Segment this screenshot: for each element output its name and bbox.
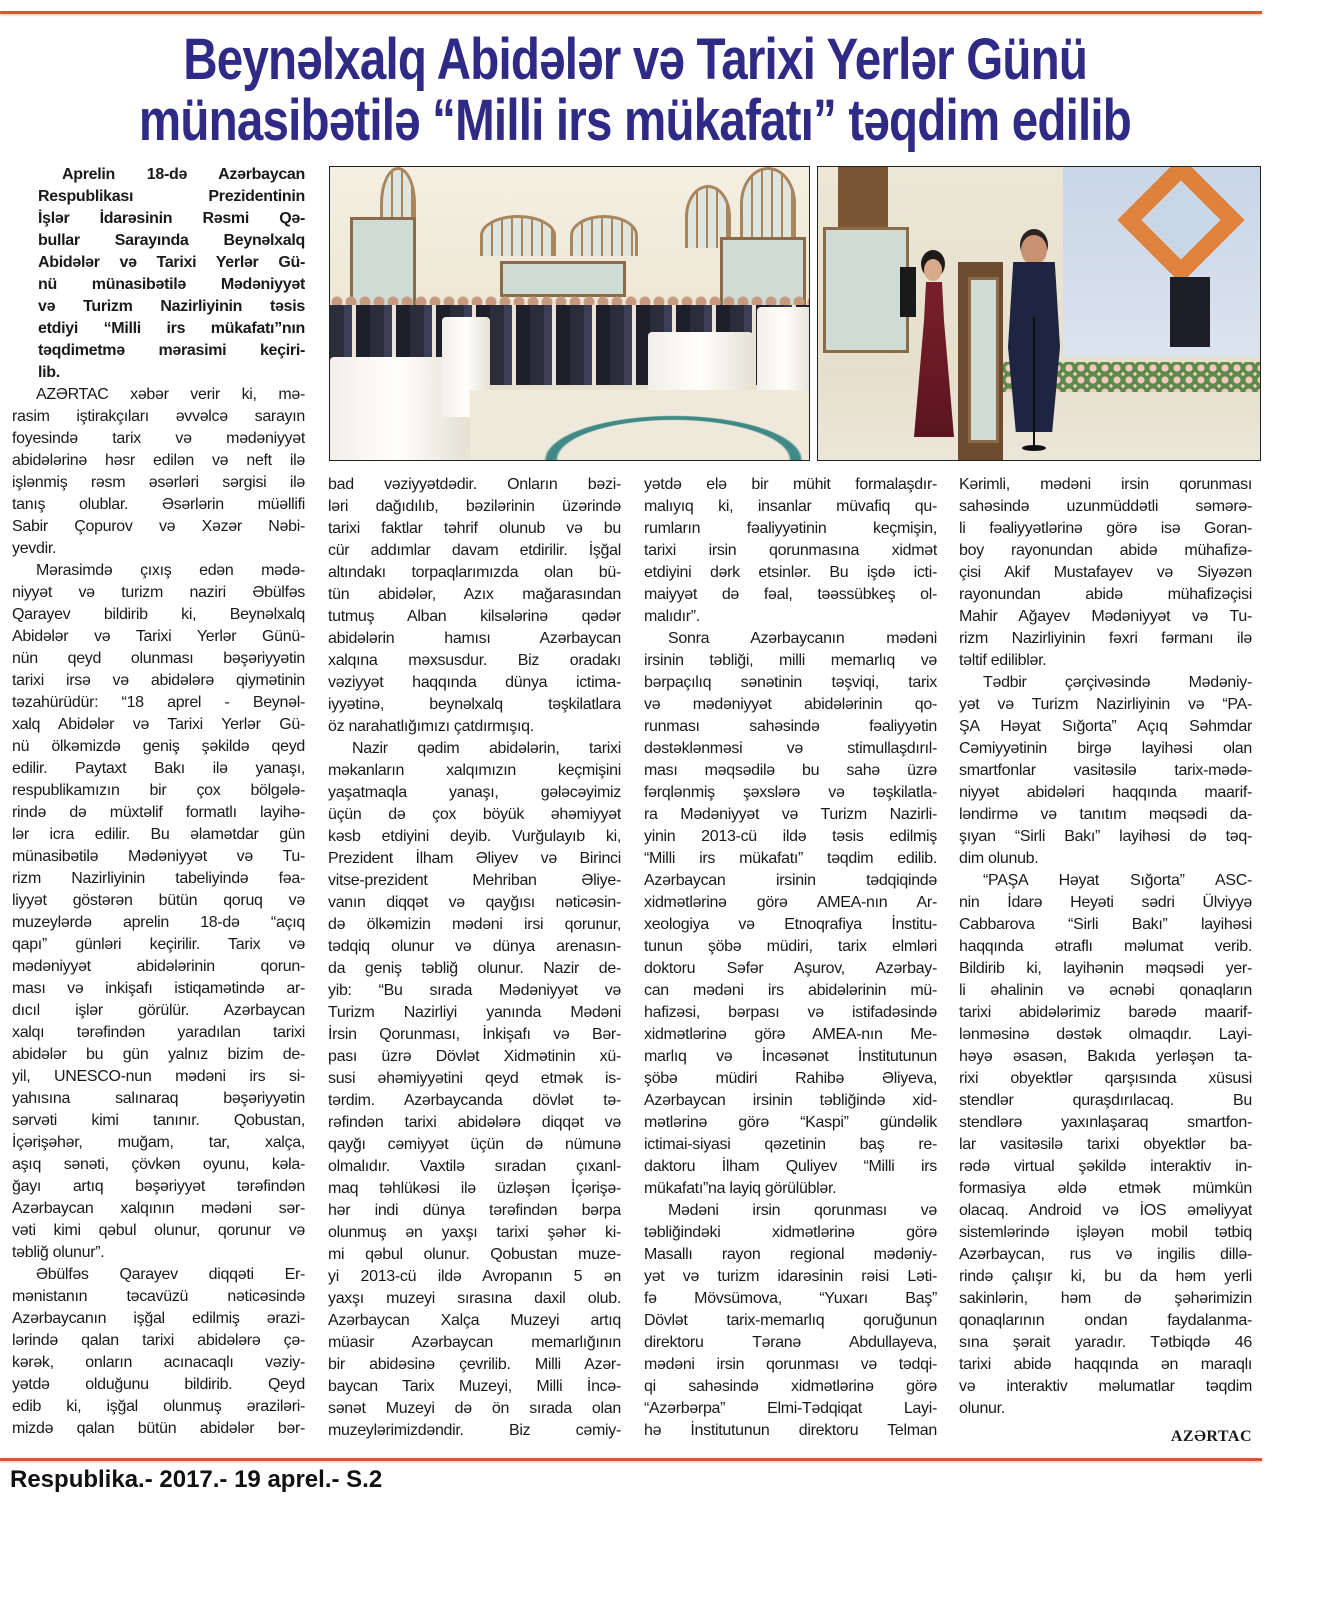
text-line: pası üzrə Dövlət Xidmətinin xü- bbox=[328, 1048, 621, 1065]
text-line: həyə əsasən, Bakıda yerləşən ta- bbox=[959, 1048, 1252, 1065]
text-line: Azərbaycan irsinin tədqiqində bbox=[644, 872, 937, 889]
text-line: qi sahəsində xidmətlərinə görə bbox=[644, 1378, 937, 1395]
text-line: Azərbaycan Xalça Muzeyi artıq bbox=[328, 1312, 621, 1329]
text-line: niyyət abidələri haqqında maarif- bbox=[959, 784, 1252, 801]
text-line: və mədəniyyət abidələrinin qo- bbox=[644, 696, 937, 713]
paragraph bbox=[12, 560, 305, 1264]
paragraph bbox=[644, 474, 937, 628]
text-line: İçərişəhər, muğam, tar, xalça, bbox=[12, 1134, 305, 1151]
paragraph bbox=[12, 384, 305, 560]
presenter-woman bbox=[924, 259, 942, 281]
text-line: olunur. bbox=[959, 1400, 1005, 1417]
text-line: İrsin Qorunması, İnkişafı və Bər- bbox=[328, 1026, 621, 1043]
microphone-base bbox=[1022, 445, 1046, 451]
text-line: marlıq və İncəsənət İnstitutunun bbox=[644, 1048, 937, 1065]
text-line: tanış olublar. Əsərlərin müəllifi bbox=[12, 496, 305, 513]
text-line: abidələrin hamısı Azərbaycan bbox=[328, 630, 621, 647]
text-line: Abidələr və Tarixi Yerlər Günü- bbox=[12, 628, 305, 645]
text-line: olmalıdır. Vaxtilə sıradan çıxanl- bbox=[328, 1158, 621, 1175]
text-line: tarixi abidələrimiz barədə maarif- bbox=[959, 1004, 1252, 1021]
text-line: nü ölkəmizdə geniş şəkildə qeyd bbox=[12, 738, 305, 755]
text-line: fərqlənmiş şəxslərə və təşkilatla- bbox=[644, 784, 937, 801]
text-line: dıcıl işlər görülür. Azərbaycan bbox=[12, 1002, 305, 1019]
text-line: Cəmiyyətinin birgə layihəsi olan bbox=[959, 740, 1252, 757]
text-line: yətdə elə bir mühit formalaşdır- bbox=[644, 476, 937, 493]
text-line: baycan Tarix Muzeyi, Milli İncə- bbox=[328, 1378, 621, 1395]
text-line: runması sahəsində fəaliyyətin bbox=[644, 718, 937, 735]
lead-line: etdiyi “Milli irs mükafatı”nın bbox=[38, 320, 305, 337]
text-line: kərək, onların acınacaqlı vəziy- bbox=[12, 1354, 305, 1371]
text-line: yətdə olduğunu bildirib. Qeyd bbox=[12, 1376, 305, 1393]
window bbox=[500, 261, 626, 297]
text-line: ŞA Həyat Sığorta” Açıq Səhmdar bbox=[959, 718, 1252, 735]
lead-line: təqdimetmə mərasimi keçiri- bbox=[38, 342, 305, 359]
text-line: Prezident İlham Əliyev və Birinci bbox=[328, 850, 621, 867]
text-line: kəsb etdiyini deyib. Vurğulayıb ki, bbox=[328, 828, 621, 845]
paragraph bbox=[328, 738, 621, 1442]
text-line: doktoru Səfər Aşurov, Azərbay- bbox=[644, 960, 937, 977]
text-line: stendlərə yaxınlaşaraq smartfon- bbox=[959, 1114, 1252, 1131]
text-line: ləndirmə və tanıtım məqsədi da- bbox=[959, 806, 1252, 823]
text-line: təltif ediliblər. bbox=[959, 652, 1047, 669]
text-line: tarixi irsə və abidələrə qiymətinin bbox=[12, 672, 305, 689]
text-line: rində çalışır ki, bu da həm yerli bbox=[959, 1268, 1252, 1285]
wall-panel bbox=[838, 167, 888, 227]
text-line: yil, UNESCO-nun mədəni irs si- bbox=[12, 1068, 305, 1085]
text-line: olacaq. Android və İOS əməliyyat bbox=[959, 1202, 1252, 1219]
text-line: mənistanın təcavüzü nəticəsində bbox=[12, 1288, 305, 1305]
text-line: bir abidəsinə çevrilib. Milli Azər- bbox=[328, 1356, 621, 1373]
text-line: edib ki, işğal olunmuş əraziləri- bbox=[12, 1398, 305, 1415]
text-line: mədəniyyət abidələrinin qorun- bbox=[12, 958, 305, 975]
photo-ceremony-audience bbox=[329, 166, 810, 461]
text-line: Dövlət tarix-memarlıq qoruğunun bbox=[644, 1312, 937, 1329]
text-line: irsinin təbliği, milli memarlıq və bbox=[644, 652, 937, 669]
text-line: rizm Nazirliyinin tabeliyində fəa- bbox=[12, 870, 305, 887]
text-line: fə Mövsümova, “Yuxarı Baş” bbox=[644, 1290, 937, 1307]
lead-line: bullar Sarayında Beynəlxalq bbox=[38, 232, 305, 249]
text-line: abidələr bu gün yalnız bizim de- bbox=[12, 1046, 305, 1063]
text-line: münasibətilə Mədəniyyət və Tu- bbox=[12, 848, 305, 865]
text-line: “Milli irs mükafatı” təqdim edilib. bbox=[644, 850, 937, 867]
text-line: xalqına məxsusdur. Biz oradakı bbox=[328, 652, 621, 669]
text-line: dəstəklənməsi və stimullaşdırıl- bbox=[644, 740, 937, 757]
text-line: tarixi abidə haqqında ən maraqlı bbox=[959, 1356, 1252, 1373]
text-line: Əbülfəs Qarayev diqqəti Er- bbox=[36, 1266, 305, 1283]
speaker bbox=[900, 267, 916, 317]
text-line: yət və turizm idarəsinin rəisi Ləti- bbox=[644, 1268, 937, 1285]
microphone-stand bbox=[1033, 317, 1035, 447]
text-line: qayğı cəmiyyət üçün də nümunə bbox=[328, 1136, 621, 1153]
text-line: yaşatmaqla yanaşı, gələcəyimiz bbox=[328, 784, 621, 801]
text-line: təbliğ olunur”. bbox=[12, 1244, 105, 1261]
text-line: mətlərinə görə “Kaspi” gündəlik bbox=[644, 1114, 937, 1131]
text-line: məkanların xalqımızın keçmişini bbox=[328, 762, 621, 779]
text-line: olunmuş ən yaxşı tarixi şəhər ki- bbox=[328, 1224, 621, 1241]
text-line: xeologiya və Etnoqrafiya İnstitu- bbox=[644, 916, 937, 933]
door-glass bbox=[968, 277, 999, 443]
text-line: malıyıq ki, insanlar müvafiq qu- bbox=[644, 498, 937, 515]
bottom-rule bbox=[0, 1458, 1262, 1461]
text-line: tarixi irsin qorunmasına xidmət bbox=[644, 542, 937, 559]
text-line: nün qeyd olunması bəşəriyyətin bbox=[12, 650, 305, 667]
headline-line-1: Beynəlxalq Abidələr və Tarixi Yerlər Günü bbox=[183, 27, 1087, 92]
text-line: dim olunub. bbox=[959, 850, 1039, 867]
text-line: aşıq sənəti, çövkən oyunu, kəla- bbox=[12, 1156, 305, 1173]
text-line: rayonundan abidə mühafizəçisi bbox=[959, 586, 1252, 603]
text-line: yib: “Bu sırada Mədəniyyət və bbox=[328, 982, 621, 999]
text-line: ləri dağıdılıb, bəzilərinin üzərində bbox=[328, 498, 621, 515]
text-line: sakinlərin, həm də şəhərimizin bbox=[959, 1290, 1252, 1307]
article-column-3 bbox=[644, 474, 937, 1442]
text-line: xidmətlərinə görə AMEA-nın Ar- bbox=[644, 894, 937, 911]
text-line: daktoru İlham Quliyev “Milli irs bbox=[644, 1158, 937, 1175]
arched-window bbox=[740, 167, 796, 240]
text-line: təzahürüdür: “18 aprel - Beynəl- bbox=[12, 694, 305, 711]
text-line: smartfonlar vasitəsilə tarix-mədə- bbox=[959, 762, 1252, 779]
text-line: Mahir Ağayev Mədəniyyət və Tu- bbox=[959, 608, 1252, 625]
text-line: tün abidələr, Azıx mağarasından bbox=[328, 586, 621, 603]
text-line: xidmətlərinə görə AMEA-nın Me- bbox=[644, 1026, 937, 1043]
text-line: Sonra Azərbaycanın mədəni bbox=[668, 630, 937, 647]
text-line: tutmuş Alban kilsələrinə qədər bbox=[328, 608, 621, 625]
text-line: sistemlərində işləyən mobil tətbiq bbox=[959, 1224, 1252, 1241]
text-line: vitse-prezident Mehriban Əliye- bbox=[328, 872, 621, 889]
text-line: xalq Abidələr və Tarixi Yerlər Gü- bbox=[12, 716, 305, 733]
lead-line: nü münasibətilə Mədəniyyət bbox=[38, 276, 305, 293]
text-line: vanın diqqət və qayğısı nəticəsin- bbox=[328, 894, 621, 911]
text-line: iyyətinə, beynəlxalq təşkilatlara bbox=[328, 696, 621, 713]
lead-line: lib. bbox=[38, 364, 60, 381]
text-line: şöbə müdiri Rahibə Əliyeva, bbox=[644, 1070, 937, 1087]
text-line: tarixi faktlar təhrif olunub və bu bbox=[328, 520, 621, 537]
text-line: mizdə qalan bütün abidələr bər- bbox=[12, 1420, 305, 1437]
text-line: malıdır”. bbox=[644, 608, 700, 625]
text-line: Azərbaycanın işğal edilmiş ərazi- bbox=[12, 1310, 305, 1327]
text-line: muzeylərdə aprelin 18-də “açıq bbox=[12, 914, 305, 931]
photo-minister-speech bbox=[817, 166, 1261, 461]
text-line: can mədəni irs abidələrinin mü- bbox=[644, 982, 937, 999]
text-line: tunun şöbə müdiri, tarix elmləri bbox=[644, 938, 937, 955]
text-line: qonaqlarının ondan faydalanma- bbox=[959, 1312, 1252, 1329]
text-line: yinin 2013-cü ildə təsis edilmiş bbox=[644, 828, 937, 845]
text-line: rəfindən tarixi abidələrə diqqət və bbox=[328, 1114, 621, 1131]
text-line: bərpaçılıq sənətinin təşviqi, tarix bbox=[644, 674, 937, 691]
text-line: hafizəsi, bərpası və istifadəsində bbox=[644, 1004, 937, 1021]
text-line: işlənmiş rəsm əsərləri sərgisi ilə bbox=[12, 474, 305, 491]
text-line: nin İdarə Heyəti sədri Ülviyyə bbox=[959, 894, 1252, 911]
text-line: etdiyini dərk etsinlər. Bu işdə icti- bbox=[644, 564, 937, 581]
text-line: Nazir qədim abidələrin, tarixi bbox=[352, 740, 621, 757]
text-line: yahısına salınaraq bəşəriyyətin bbox=[12, 1090, 305, 1107]
text-line: öz narahatlığımızı çatdırmışıq. bbox=[328, 718, 534, 735]
text-line: “PAŞA Həyat Sığorta” ASC- bbox=[983, 872, 1252, 889]
text-line: li fəaliyyətlərinə görə isə Goran- bbox=[959, 520, 1252, 537]
paragraph bbox=[959, 870, 1252, 1420]
text-line: da geniş təbliğ olunur. Nazir de- bbox=[328, 960, 621, 977]
text-line: mədəni irsin qorunması və tədqi- bbox=[644, 1356, 937, 1373]
patterned-floor bbox=[470, 390, 809, 460]
text-line: stendlər quraşdırılacaq. Bu bbox=[959, 1092, 1252, 1109]
text-line: də ölkəmizin mədəni irsi qorunur, bbox=[328, 916, 621, 933]
text-line: maiyyət də fəal, təəssübkeş ol- bbox=[644, 586, 937, 603]
text-line: rədə virtual şəkildə interaktiv in- bbox=[959, 1158, 1252, 1175]
lead-line: Abidələr və Tarixi Yerlər Gü- bbox=[38, 254, 305, 271]
lead-line: və Turizm Nazirliyinin təsis bbox=[38, 298, 305, 315]
text-line: lar vasitəsilə tarixi obyektlər ba- bbox=[959, 1136, 1252, 1153]
agency-signature: AZƏRTAC bbox=[1170, 1428, 1252, 1445]
text-line: müasir Azərbaycan memarlığının bbox=[328, 1334, 621, 1351]
text-line: rumların fəaliyyətinin keçmişin, bbox=[644, 520, 937, 537]
text-line: haqqında ətraflı məlumat verib. bbox=[959, 938, 1252, 955]
text-line: respublikamızın bir çox bölgələ- bbox=[12, 782, 305, 799]
text-line: sənət Muzeyi də ön sırada olan bbox=[328, 1400, 621, 1417]
text-line: Azərbaycan irsinin təbliğində xid- bbox=[644, 1092, 937, 1109]
paragraph bbox=[959, 474, 1252, 672]
text-line: mi qəbul olunur. Qobustan muze- bbox=[328, 1246, 621, 1263]
text-line: rasim iştirakçıları əvvəlcə sarayın bbox=[12, 408, 305, 425]
text-line: ması və inkişafı istiqamətində ar- bbox=[12, 980, 305, 997]
text-line: ması məqsədilə bu sahə üzrə bbox=[644, 762, 937, 779]
text-line: yət və Turizm Nazirliyinin və “PA- bbox=[959, 696, 1252, 713]
text-line: tərdim. Azərbaycanda dövlət tə- bbox=[328, 1092, 621, 1109]
top-rule bbox=[0, 11, 1262, 14]
article-column-4 bbox=[959, 474, 1252, 1448]
text-line: lənməsinə dəstək olmaqdır. Layi- bbox=[959, 1026, 1252, 1043]
arched-window bbox=[480, 215, 556, 256]
paragraph bbox=[12, 1264, 305, 1440]
text-line: rizm Nazirliyinin fəxri fərmanı ilə bbox=[959, 630, 1252, 647]
text-line: direktoru Təranə Abdullayeva, bbox=[644, 1334, 937, 1351]
text-line: Qarayev bildirib ki, Beynəlxalq bbox=[12, 606, 305, 623]
text-line: li əhalinin və əcnəbi qonaqların bbox=[959, 982, 1252, 999]
source-citation: Respublika.- 2017.- 19 aprel.- S.2 bbox=[10, 1466, 383, 1493]
lead-line: Aprelin 18-də Azərbaycan bbox=[62, 166, 305, 183]
text-line: yaxşı muzeyi sırasına daxil olub. bbox=[328, 1290, 621, 1307]
text-line: AZƏRTAC xəbər verir ki, mə- bbox=[36, 386, 305, 403]
award-plaque bbox=[1170, 277, 1210, 347]
text-line: sahəsində uzunmüddətli səmərə- bbox=[959, 498, 1252, 515]
text-line: mükafatı”na layiq görülüblər. bbox=[644, 1180, 837, 1197]
text-line: hə İnstitutunun direktoru Telman bbox=[644, 1422, 937, 1439]
text-line: Sabir Çopurov və Xəzər Nəbi- bbox=[12, 518, 305, 535]
paragraph bbox=[328, 474, 621, 738]
text-line: hər indi dünya tərəfindən bərpa bbox=[328, 1202, 621, 1219]
text-line: susi əhəmiyyətini qeyd etmək is- bbox=[328, 1070, 621, 1087]
article-column-1 bbox=[12, 164, 305, 1440]
text-line: boy rayonundan abidə mühafizə- bbox=[959, 542, 1252, 559]
text-line: sına şərait yaradır. Tətbiqdə 46 bbox=[959, 1334, 1252, 1351]
text-line: ictimai-siyasi qəzetinin baş re- bbox=[644, 1136, 937, 1153]
speaker-man bbox=[1021, 235, 1047, 265]
presenter-dress bbox=[914, 282, 954, 437]
text-line: muzeylərimizdəndir. Biz cəmiy- bbox=[328, 1422, 621, 1439]
text-line: bad vəziyyətdədir. Onların bəzi- bbox=[328, 476, 621, 493]
arched-window bbox=[570, 215, 638, 256]
text-line: abidələrinə həsr edilən və neft ilə bbox=[12, 452, 305, 469]
text-line: tədqiq olunur və dünya arenasın- bbox=[328, 938, 621, 955]
text-line: “Azərbərpa” Elmi-Tədqiqat Layi- bbox=[644, 1400, 937, 1417]
paragraph bbox=[644, 1200, 937, 1442]
article-lead bbox=[38, 164, 305, 384]
text-line: Azərbaycan xalqının mədəni sər- bbox=[12, 1200, 305, 1217]
text-line: qapı” günləri keçirilir. Tarix və bbox=[12, 936, 305, 953]
text-line: Azərbaycan, rus və ingilis dillə- bbox=[959, 1246, 1252, 1263]
text-line: Bildirib ki, layihənin məqsədi yer- bbox=[959, 960, 1252, 977]
text-line: yevdir. bbox=[12, 540, 57, 557]
text-line: Mədəni irsin qorunması və bbox=[668, 1202, 937, 1219]
text-line: maq təhlükəsi ilə üzləşən İçərişə- bbox=[328, 1180, 621, 1197]
text-line: vəziyyət haqqında dünya ictima- bbox=[328, 674, 621, 691]
article-column-2 bbox=[328, 474, 621, 1442]
text-line: edilir. Paytaxt Bakı ilə yanaşı, bbox=[12, 760, 305, 777]
text-line: cür addımlar davam etdirilir. İşğal bbox=[328, 542, 621, 559]
text-line: formasiya əldə etmək mümkün bbox=[959, 1180, 1252, 1197]
text-line: rixi obyektlər qarşısında xüsusi bbox=[959, 1070, 1252, 1087]
text-line: lər icra edilir. Bu əlamətdar gün bbox=[12, 826, 305, 843]
text-line: lərində qalan tarixi abidələrə çə- bbox=[12, 1332, 305, 1349]
text-line: ğayı artıq bəşəriyyət tərəfindən bbox=[12, 1178, 305, 1195]
text-line: niyyət və turizm naziri Əbülfəs bbox=[12, 584, 305, 601]
text-line: foyesində tarix və mədəniyyət bbox=[12, 430, 305, 447]
text-line: Masallı rayon regional mədəniy- bbox=[644, 1246, 937, 1263]
text-line: təbliğindəki xidmətlərinə görə bbox=[644, 1224, 937, 1241]
headline-line-2: münasibətilə “Milli irs mükafatı” təqdim edilib bbox=[138, 88, 1132, 153]
text-line: sərvəti kimi tanınır. Qobustan, bbox=[12, 1112, 305, 1129]
paragraph bbox=[959, 672, 1252, 870]
text-line: Cabbarova “Sirli Bakı” layihəsi bbox=[959, 916, 1252, 933]
window bbox=[823, 227, 909, 353]
text-line: rində də müxtəlif formatlı layihə- bbox=[12, 804, 305, 821]
paragraph bbox=[644, 628, 937, 1200]
text-line: xalqı tərəfindən yaradılan tarixi bbox=[12, 1024, 305, 1041]
text-line: Mərasimdə çıxış edən mədə- bbox=[36, 562, 305, 579]
text-line: ra Mədəniyyət və Turizm Nazirli- bbox=[644, 806, 937, 823]
text-line: Tədbir çərçivəsində Mədəniy- bbox=[983, 674, 1252, 691]
text-line: və interaktiv məlumatlar təqdim bbox=[959, 1378, 1252, 1395]
text-line: vəti kimi qəbul olunur, qorunur və bbox=[12, 1222, 305, 1239]
text-line: liyyət göstərən bütün qoruq və bbox=[12, 892, 305, 909]
text-line: altındakı torpaqlarımızda olan bü- bbox=[328, 564, 621, 581]
text-line: şıyan “Sirli Bakı” layihəsi də təq- bbox=[959, 828, 1252, 845]
lead-line: İşlər İdarəsinin Rəsmi Qə- bbox=[38, 210, 305, 227]
text-line: çisi Akif Mustafayev və Siyəzən bbox=[959, 564, 1252, 581]
text-line: Kərimli, mədəni irsin qorunması bbox=[959, 476, 1252, 493]
text-line: Turizm Nazirliyi yanında Mədəni bbox=[328, 1004, 621, 1021]
lead-line: Respublikası Prezidentinin bbox=[38, 188, 305, 205]
text-line: yi 2013-cü ildə Avropanın 5 ən bbox=[328, 1268, 621, 1285]
text-line: üçün də çox böyük əhəmiyyət bbox=[328, 806, 621, 823]
